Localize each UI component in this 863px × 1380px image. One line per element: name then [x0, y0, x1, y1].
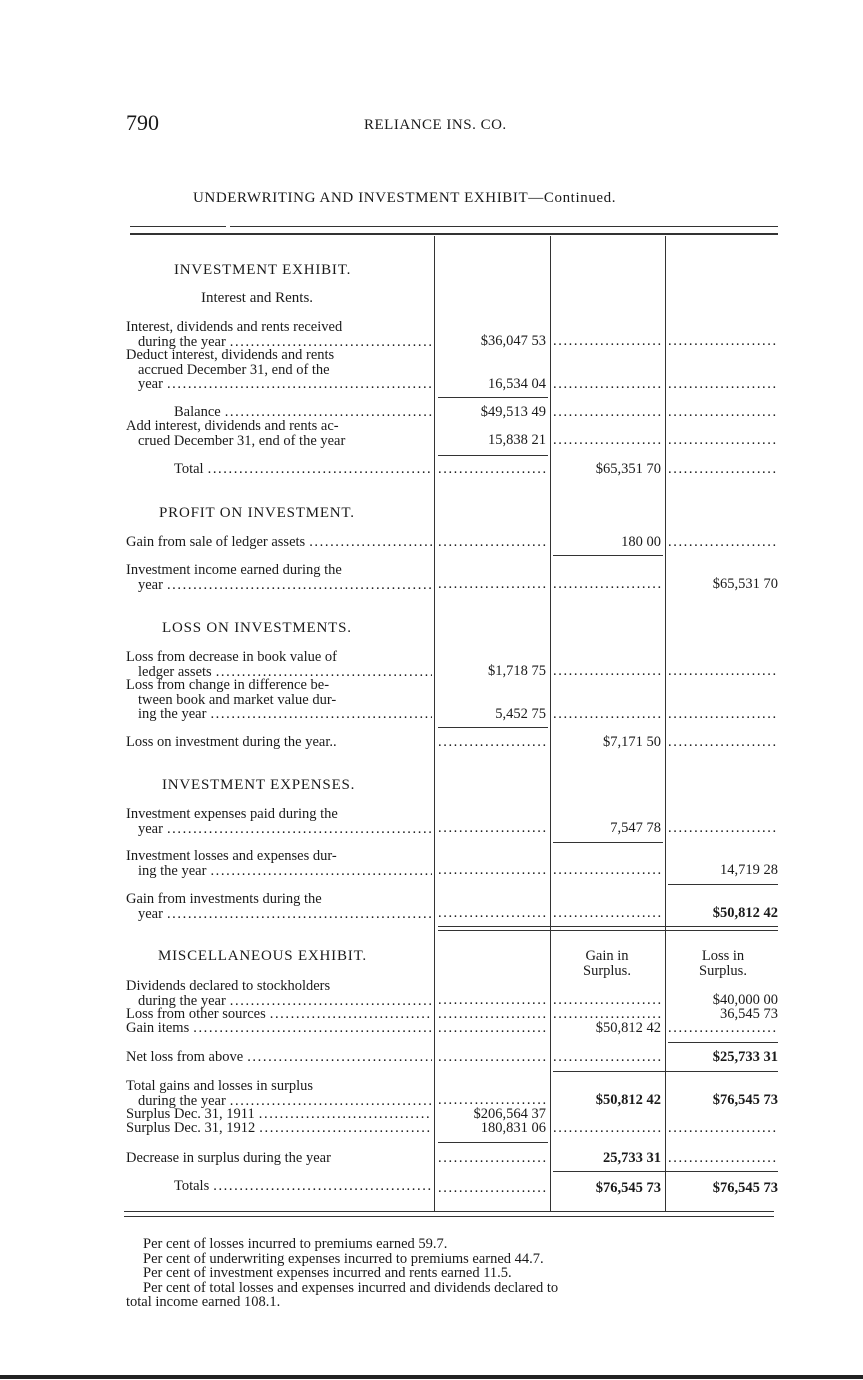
gain-sale-desc: Gain from sale of ledger assets .....: [126, 535, 432, 550]
totals-rule: [553, 1171, 778, 1172]
expenses-paid-desc: Investment expenses paid during the year .....: [126, 807, 432, 836]
column-rule-1: [434, 236, 435, 1211]
top-rule-left: [130, 226, 226, 227]
losses-expenses-col3: 14,719 28: [720, 863, 778, 878]
balance-rule: [438, 397, 548, 398]
surplus-1911-col3: [668, 1107, 778, 1122]
surplus-1912-desc: Surplus Dec. 31, 1912 .....: [126, 1121, 432, 1136]
add-interest-col2: [553, 433, 661, 448]
expenses-heading: INVESTMENT EXPENSES.: [162, 777, 356, 793]
decrease-col2: 25,733 31: [603, 1151, 661, 1166]
profit-heading: PROFIT ON INVESTMENT.: [159, 505, 355, 521]
running-head: RELIANCE INS. CO.: [364, 117, 507, 133]
total-col2: $65,351 70: [595, 462, 661, 477]
deduct-interest-desc: Deduct interest, dividends and rents accrued December 31, end of the year .....: [126, 348, 432, 392]
surplus-1912-col2: [553, 1121, 661, 1136]
gain-investments-col1: [438, 906, 546, 921]
total-gains-col3: $76,545 73: [712, 1093, 778, 1108]
totals-desc: Totals .....: [126, 1179, 432, 1194]
gain-sale-col1: [438, 535, 546, 550]
double-rule-a: [438, 926, 778, 927]
change-diff-col3: [668, 707, 778, 722]
loss-during-col2: $7,171 50: [603, 735, 661, 750]
gain-investments-desc: Gain from investments during the year .....: [126, 892, 432, 921]
footnotes: [126, 1237, 778, 1310]
decrease-desc: Decrease in surplus during the year: [126, 1151, 331, 1166]
net-loss-col2: [553, 1050, 661, 1065]
surplus-1911-desc: Surplus Dec. 31, 1911 .....: [126, 1107, 432, 1122]
add-interest-col3: [668, 433, 778, 448]
totals-col1: [438, 1181, 546, 1196]
losses-expenses-col2: [553, 863, 661, 878]
expenses-paid-col3: [668, 821, 778, 836]
surplus-1912-col3: [668, 1121, 778, 1136]
gain-in-surplus-header: Gain in Surplus.: [583, 948, 631, 979]
loss-during-desc: Loss on investment during the year..: [126, 735, 337, 750]
loss-during-col1: [438, 735, 546, 750]
other-sources-col2: [553, 1007, 661, 1022]
other-sources-col3: 36,545 73: [720, 1007, 778, 1022]
net-loss-col1: [438, 1050, 546, 1065]
losses-expenses-col1: [438, 863, 546, 878]
losses-expenses-desc: Investment losses and expenses dur- ing the year .....: [126, 849, 432, 878]
dividends-col2: [553, 993, 661, 1008]
surplus-1911-col1: $206,564 37: [473, 1107, 546, 1122]
surplus-1911-col2: [553, 1107, 661, 1122]
gain-sale-col2: 180 00: [621, 535, 661, 550]
gain-sale-rule: [553, 555, 663, 556]
bottom-rule-a: [124, 1211, 774, 1212]
loss-in-surplus-header: Loss in Surplus.: [699, 948, 747, 979]
other-sources-col1: [438, 1007, 546, 1022]
deduct-interest-col2: [553, 377, 661, 392]
footnote-1: Per cent of losses incurred to premiums earned 59.7.: [143, 1236, 448, 1252]
net-loss-desc: Net loss from above .....: [126, 1050, 432, 1065]
income-earned-col3: $65,531 70: [712, 577, 778, 592]
total-desc: Total .....: [126, 462, 432, 477]
gain-investments-col2: [553, 906, 661, 921]
expenses-rule: [553, 842, 663, 843]
gain-items-col3: [668, 1021, 778, 1036]
dividends-col3: $40,000 00: [712, 993, 778, 1008]
interest-received-col3: [668, 334, 778, 349]
add-interest-col1: 15,838 21: [488, 433, 546, 448]
total-col3: [668, 462, 778, 477]
decrease-book-col1: $1,718 75: [488, 664, 546, 679]
double-rule-b: [438, 930, 778, 931]
loss-during-col3: [668, 735, 778, 750]
expenses-paid-col2: 7,547 78: [610, 821, 661, 836]
exhibit-title: UNDERWRITING AND INVESTMENT EXHIBIT—Continued.: [193, 190, 617, 206]
footnote-2: Per cent of underwriting expenses incurred to premiums earned 44.7.: [143, 1250, 544, 1267]
footnote-3: Per cent of investment expenses incurred and rents earned 11.5.: [143, 1265, 512, 1281]
loss-rule: [438, 727, 548, 728]
change-diff-col1: 5,452 75: [495, 707, 546, 722]
balance-col2: [553, 405, 661, 420]
total-col1: [438, 462, 546, 477]
misc-heading: MISCELLANEOUS EXHIBIT.: [158, 948, 367, 964]
decrease-book-col2: [553, 664, 661, 679]
income-earned-col1: [438, 577, 546, 592]
other-sources-desc: Loss from other sources .....: [126, 1007, 432, 1022]
income-earned-col2: [553, 577, 661, 592]
footnote-5: total income earned 108.1.: [126, 1294, 281, 1310]
gain-investments-col3: $50,812 42: [712, 906, 778, 921]
income-earned-desc: Investment income earned during the year .....: [126, 563, 432, 592]
interest-received-col2: [553, 334, 661, 349]
deduct-interest-col1: 16,534 04: [488, 377, 546, 392]
decrease-book-desc: Loss from decrease in book value of ledger assets .....: [126, 650, 432, 679]
net-loss-rule: [668, 1042, 778, 1043]
balance-desc: Balance .....: [126, 405, 432, 420]
total-gains-col2: $50,812 42: [595, 1093, 661, 1108]
gain-sale-col3: [668, 535, 778, 550]
dividends-desc: Dividends declared to stockholders during the year .....: [126, 979, 432, 1008]
interest-rents-subheading: Interest and Rents.: [201, 290, 314, 306]
deduct-interest-col3: [668, 377, 778, 392]
investment-exhibit-heading: INVESTMENT EXHIBIT.: [174, 262, 352, 278]
surplus-1912-col1: 180,831 06: [480, 1121, 546, 1136]
decrease-col3: [668, 1151, 778, 1166]
bottom-rule-b: [124, 1216, 774, 1217]
net-loss-col3: $25,733 31: [712, 1050, 778, 1065]
top-rule-full: [130, 233, 778, 235]
scan-edge: [0, 1375, 863, 1379]
expenses-paid-col1: [438, 821, 546, 836]
column-rule-2: [550, 236, 551, 1211]
column-rule-3: [665, 236, 666, 1211]
interest-received-col1: $36,047 53: [480, 334, 546, 349]
balance-col3: [668, 405, 778, 420]
add-interest-desc: Add interest, dividends and rents ac- crued December 31, end of the year: [126, 419, 346, 448]
total-gains-col1: [438, 1093, 546, 1108]
balance-col1: $49,513 49: [480, 405, 546, 420]
decrease-col1: [438, 1151, 546, 1166]
decrease-book-col3: [668, 664, 778, 679]
gain-investments-rule: [668, 884, 778, 885]
decrease-rule: [438, 1142, 548, 1143]
totals-col3: $76,545 73: [712, 1181, 778, 1196]
dividends-col1: [438, 993, 546, 1008]
totals-col2: $76,545 73: [595, 1181, 661, 1196]
page-number: 790: [126, 110, 159, 135]
total-gains-rule: [553, 1071, 778, 1072]
total-gains-desc: Total gains and losses in surplus during the year .....: [126, 1079, 432, 1108]
gain-items-col1: [438, 1021, 546, 1036]
total-rule: [438, 455, 548, 456]
gain-items-col2: $50,812 42: [595, 1021, 661, 1036]
gain-items-desc: Gain items .....: [126, 1021, 432, 1036]
footnote-4: Per cent of total losses and expenses incurred and dividends declared to: [143, 1279, 559, 1296]
interest-received-desc: Interest, dividends and rents received during the year .....: [126, 320, 432, 349]
loss-heading: LOSS ON INVESTMENTS.: [162, 620, 352, 636]
change-diff-col2: [553, 707, 661, 722]
change-diff-desc: Loss from change in difference be- tween book and market value dur- ing the year .....: [126, 678, 432, 722]
top-rule-right: [230, 226, 778, 227]
